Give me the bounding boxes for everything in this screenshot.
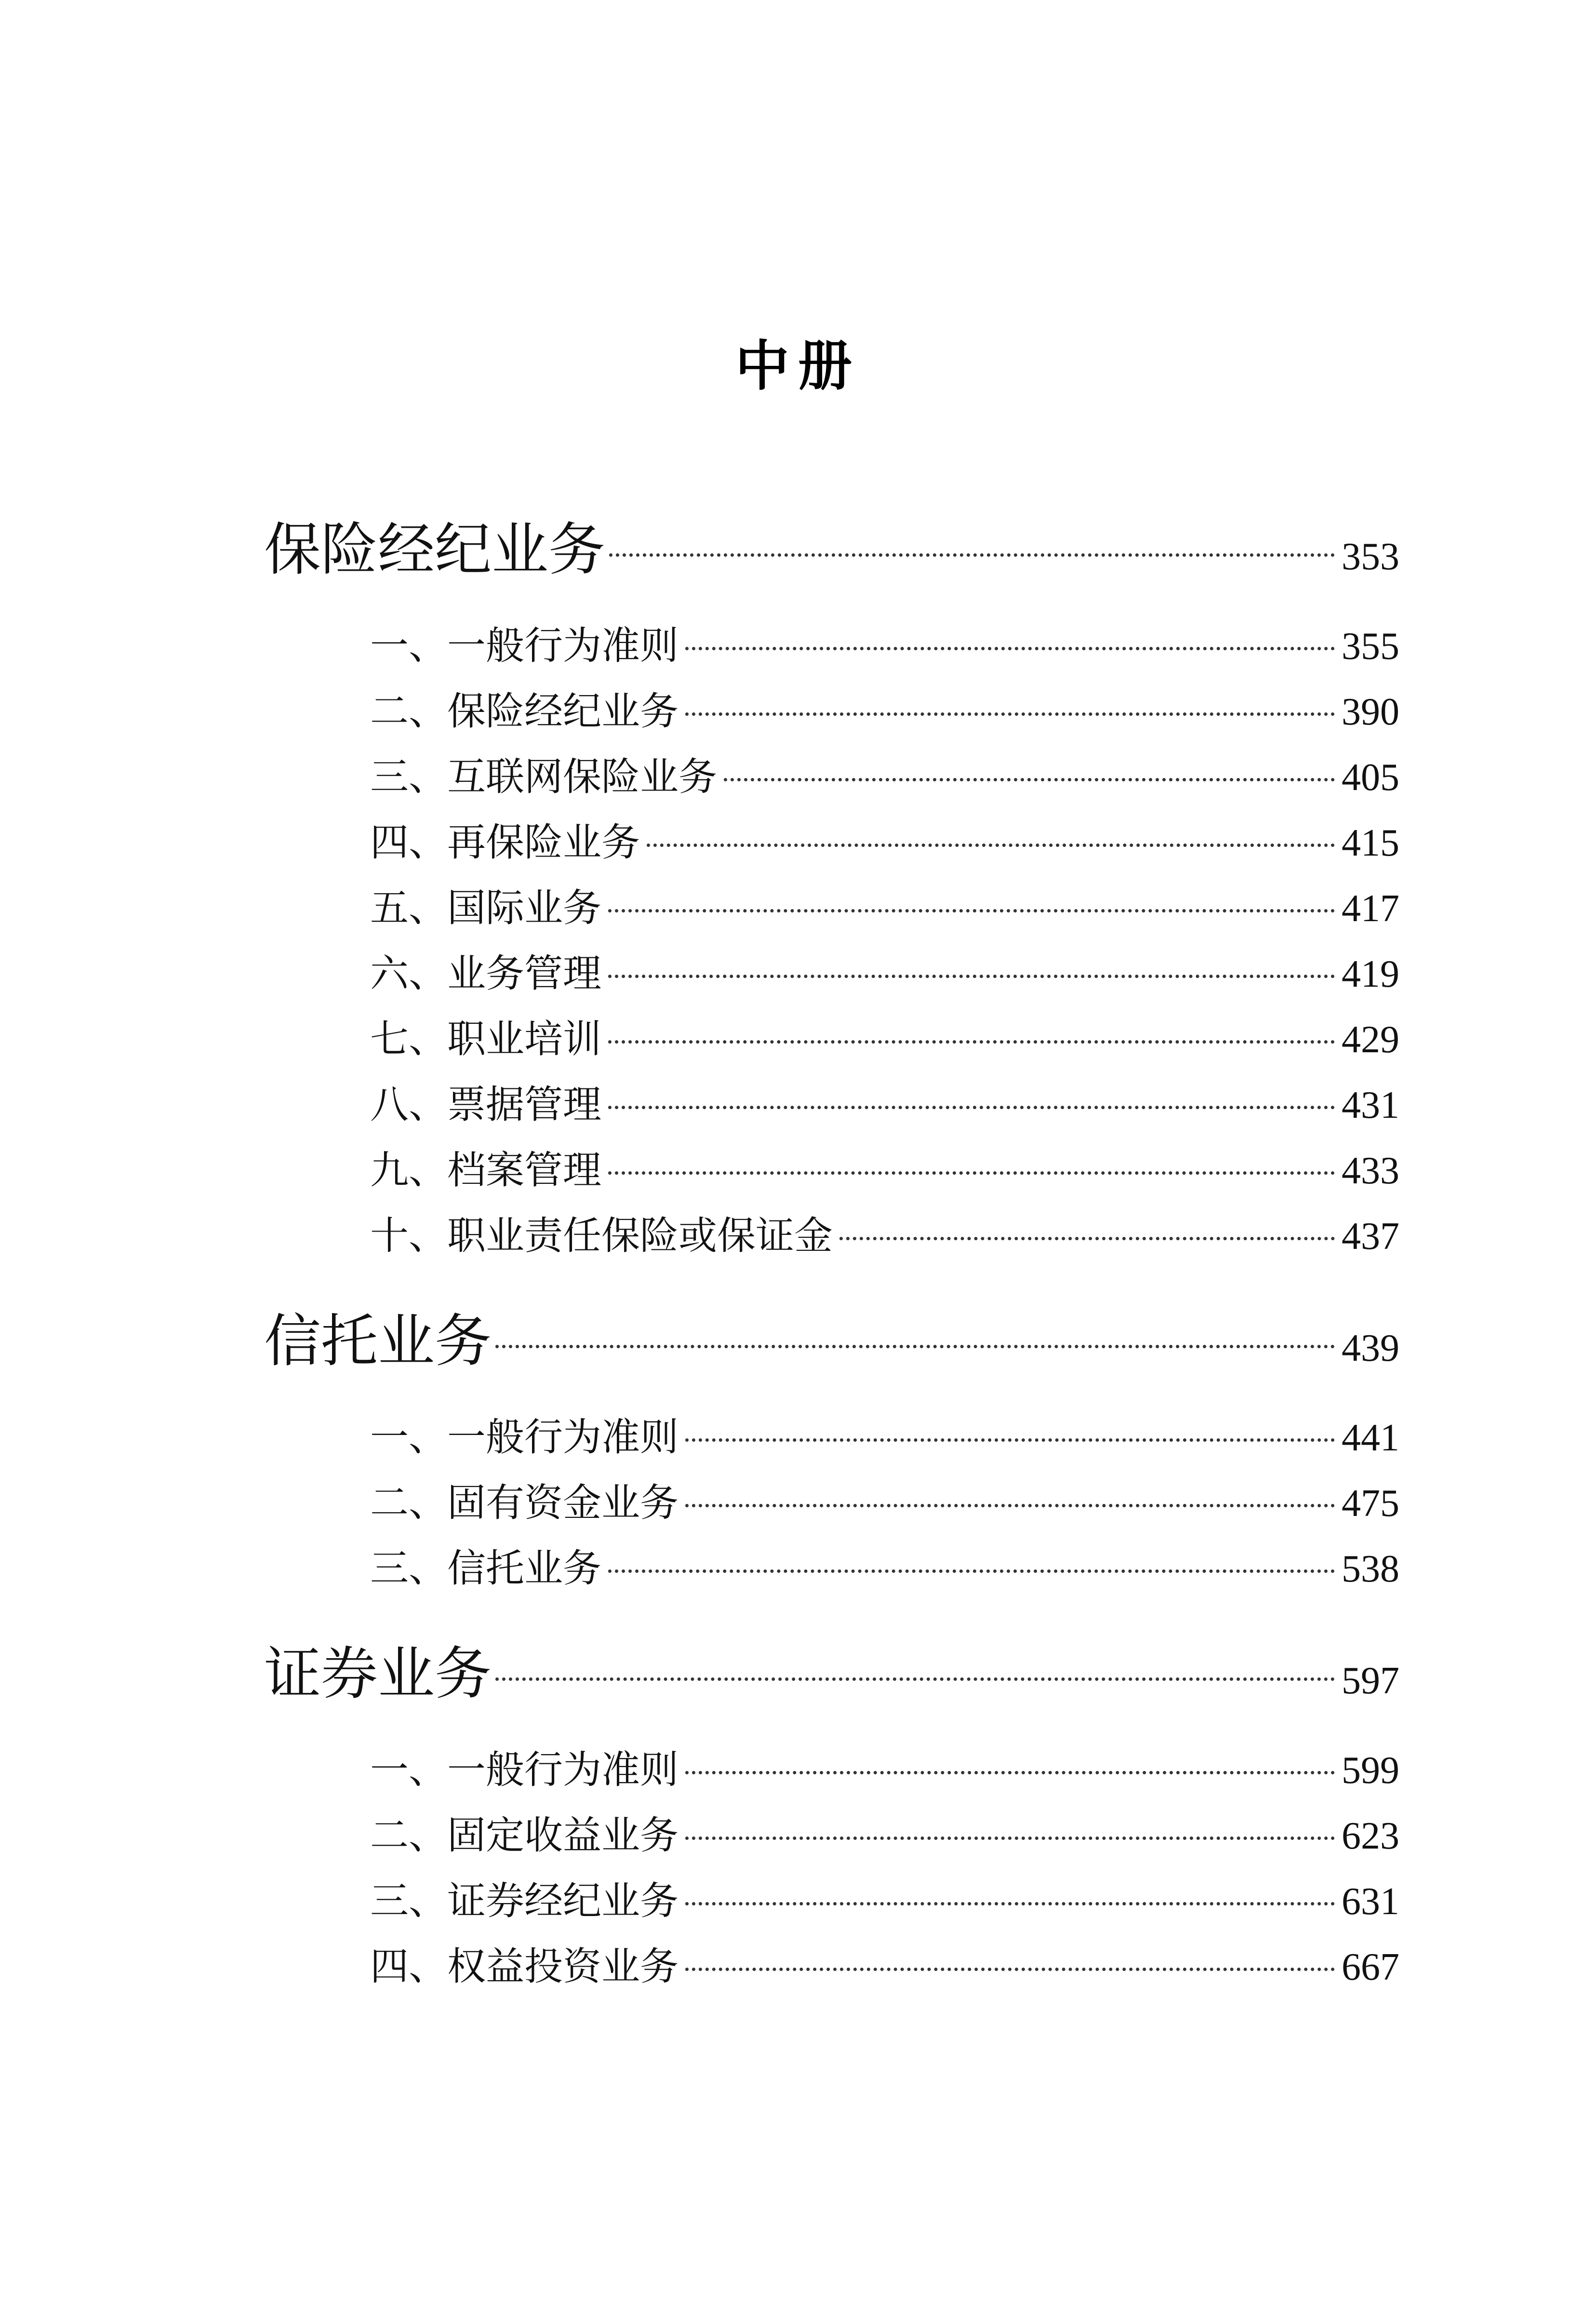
toc-item-label: 十、职业责任保险或保证金 — [370, 1213, 833, 1258]
toc-item[interactable] — [370, 1405, 1399, 1470]
toc-item[interactable] — [370, 679, 1399, 744]
dot-leader — [608, 909, 1335, 912]
dot-leader — [608, 1171, 1335, 1175]
toc-item-label: 四、权益投资业务 — [370, 1944, 678, 1989]
section-title: 信托业务 — [264, 1308, 492, 1374]
toc-item-list — [264, 613, 1399, 1269]
dot-leader — [839, 1237, 1335, 1240]
toc-section-trust — [264, 1302, 1399, 1601]
toc-item-label: 一、一般行为准则 — [370, 1415, 678, 1460]
toc-item-label: 八、票据管理 — [370, 1082, 601, 1127]
toc-item-list — [264, 1737, 1399, 1999]
toc-section-heading[interactable] — [264, 1302, 1399, 1380]
toc-item-label: 九、档案管理 — [370, 1148, 601, 1193]
toc-section-heading[interactable] — [264, 511, 1399, 588]
toc-item-page-number: 429 — [1342, 1019, 1399, 1061]
toc-item-page-number: 631 — [1342, 1880, 1399, 1923]
toc-item-page-number: 475 — [1342, 1482, 1399, 1525]
toc-item[interactable] — [370, 1803, 1399, 1868]
dot-leader — [608, 1040, 1335, 1044]
toc-item[interactable] — [370, 744, 1399, 810]
toc-item[interactable] — [370, 1138, 1399, 1203]
toc-item[interactable] — [370, 1737, 1399, 1803]
toc-section-insurance-brokerage — [264, 511, 1399, 1269]
toc-item-page-number: 538 — [1342, 1548, 1399, 1590]
toc-item-page-number: 433 — [1342, 1150, 1399, 1192]
toc-item-list — [264, 1405, 1399, 1601]
toc-item-page-number: 390 — [1342, 691, 1399, 733]
section-title: 证券业务 — [264, 1640, 492, 1707]
toc-item[interactable] — [370, 875, 1399, 941]
toc-item-label: 五、国际业务 — [370, 885, 601, 930]
toc-item[interactable] — [370, 1868, 1399, 1934]
dot-leader — [608, 975, 1335, 978]
toc-item-page-number: 623 — [1342, 1815, 1399, 1857]
toc-item-label: 一、一般行为准则 — [370, 623, 678, 668]
toc-item-label: 三、信托业务 — [370, 1546, 601, 1591]
toc-item[interactable] — [370, 1536, 1399, 1601]
toc-item-page-number: 415 — [1342, 822, 1399, 864]
toc-item-label: 七、职业培训 — [370, 1017, 601, 1061]
toc-item[interactable] — [370, 1006, 1399, 1072]
toc-item[interactable] — [370, 941, 1399, 1006]
toc-item-label: 二、保险经纪业务 — [370, 689, 678, 734]
toc-item-page-number: 355 — [1342, 625, 1399, 668]
dot-leader — [608, 1106, 1335, 1109]
section-title: 保险经纪业务 — [264, 516, 606, 583]
section-page-number: 439 — [1342, 1327, 1399, 1369]
dot-leader — [685, 1438, 1335, 1442]
toc-section-heading[interactable] — [264, 1635, 1399, 1712]
dot-leader — [685, 1902, 1335, 1905]
toc-item-label: 四、再保险业务 — [370, 820, 640, 865]
toc-item[interactable] — [370, 1934, 1399, 1999]
toc-item[interactable] — [370, 810, 1399, 875]
dot-leader — [685, 712, 1335, 716]
toc-item-page-number: 667 — [1342, 1946, 1399, 1988]
table-of-contents — [264, 511, 1399, 2033]
dot-leader — [685, 1837, 1335, 1840]
section-page-number: 353 — [1342, 536, 1399, 578]
toc-item-page-number: 437 — [1342, 1215, 1399, 1258]
dot-leader — [647, 844, 1335, 847]
toc-item-page-number: 599 — [1342, 1749, 1399, 1792]
toc-item-page-number: 431 — [1342, 1084, 1399, 1126]
dot-leader — [608, 1569, 1335, 1573]
dot-leader — [685, 647, 1335, 650]
volume-title: 中册 — [735, 335, 861, 398]
toc-item-label: 三、证券经纪业务 — [370, 1878, 678, 1923]
toc-section-securities — [264, 1635, 1399, 1999]
dot-leader — [495, 1345, 1335, 1348]
toc-item[interactable] — [370, 1470, 1399, 1536]
toc-item-page-number: 419 — [1342, 953, 1399, 995]
toc-item-label: 二、固定收益业务 — [370, 1813, 678, 1858]
toc-item-label: 六、业务管理 — [370, 951, 601, 996]
toc-item-page-number: 417 — [1342, 887, 1399, 930]
toc-item-label: 一、一般行为准则 — [370, 1747, 678, 1792]
toc-item-page-number: 405 — [1342, 756, 1399, 799]
toc-item-label: 三、互联网保险业务 — [370, 754, 717, 799]
dot-leader — [685, 1968, 1335, 1971]
toc-item[interactable] — [370, 613, 1399, 679]
toc-item-page-number: 441 — [1342, 1417, 1399, 1459]
section-page-number: 597 — [1342, 1660, 1399, 1702]
dot-leader — [685, 1771, 1335, 1774]
dot-leader — [724, 778, 1335, 781]
dot-leader — [495, 1677, 1335, 1681]
toc-item-label: 二、固有资金业务 — [370, 1480, 678, 1525]
dot-leader — [685, 1504, 1335, 1507]
toc-item[interactable] — [370, 1072, 1399, 1138]
dot-leader — [609, 553, 1335, 557]
toc-item[interactable] — [370, 1203, 1399, 1269]
